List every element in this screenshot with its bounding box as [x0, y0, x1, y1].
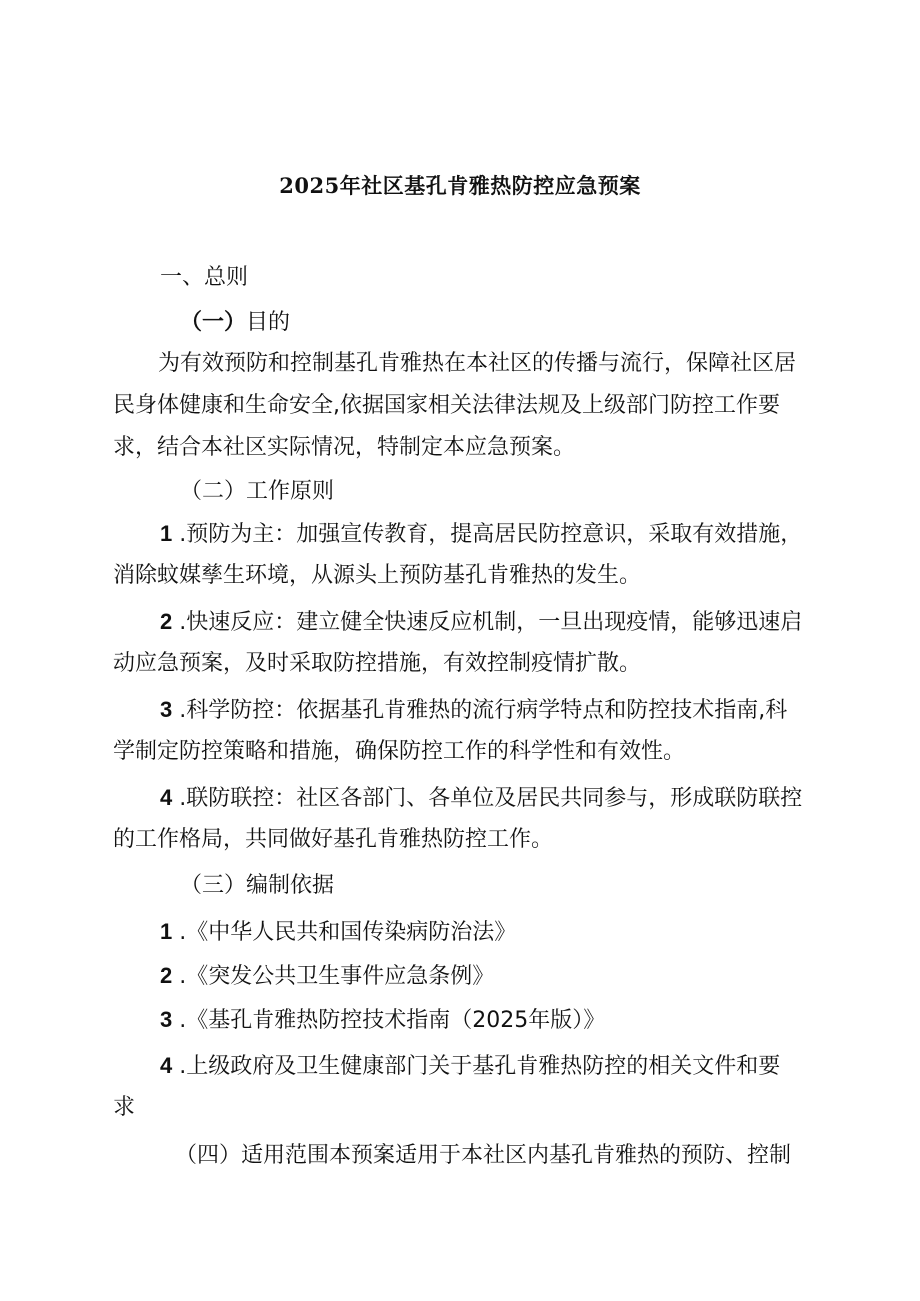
list-item: 1 .《中华人民共和国传染病防治法》 [160, 919, 517, 945]
paragraph-line: 为有效预防和控制基孔肯雅热在本社区的传播与流行，保障社区居 [158, 351, 797, 376]
subsection-heading-principles: （二）工作原则 [180, 479, 335, 504]
subsection-heading-purpose [180, 301, 290, 344]
list-item-number: 2 [160, 609, 173, 634]
subsection-heading-scope: （四）适用范围本预案适用于本社区内基孔肯雅热的预防、控制 [175, 1143, 792, 1168]
subsection-number: （一） [180, 309, 247, 334]
list-item: 3 .《基孔肯雅热防控技术指南（2025年版）》 [160, 1007, 606, 1033]
list-item-number: 4 [160, 785, 173, 810]
list-item-number: 3 [160, 697, 173, 722]
list-item: 2 .《突发公共卫生事件应急条例》 [160, 963, 495, 989]
list-item-number: 1 [160, 521, 173, 546]
paragraph-line: 民身体健康和生命安全,依据国家相关法律法规及上级部门防控工作要 [113, 393, 780, 418]
list-item: 4 .联防联控：社区各部门、各单位及居民共同参与，形成联防联控 [160, 785, 803, 811]
list-item-continuation: 的工作格局，共同做好基孔肯雅热防控工作。 [113, 827, 554, 852]
list-item: 1 .预防为主：加强宣传教育，提高居民防控意识，采取有效措施， [160, 521, 803, 547]
subsection-title: 目的 [246, 310, 291, 335]
list-item-continuation: 学制定防控策略和措施，确保防控工作的科学性和有效性。 [113, 739, 686, 764]
list-item-number: 2 [160, 963, 173, 988]
subsection-heading-basis: （三）编制依据 [180, 873, 335, 898]
list-item: 2 .快速反应：建立健全快速反应机制，一旦出现疫情，能够迅速启 [160, 609, 803, 635]
list-item-continuation: 动应急预案，及时采取防控措施，有效控制疫情扩散。 [113, 651, 642, 676]
document-title: 2025年社区基孔肯雅热防控应急预案 [279, 173, 641, 198]
list-item-number: 3 [160, 1007, 173, 1032]
list-item-number: 1 [160, 919, 173, 944]
list-item-continuation: 求 [113, 1095, 136, 1120]
section-heading-general: 一、总则 [160, 265, 249, 290]
list-item: 4 .上级政府及卫生健康部门关于基孔肯雅热防控的相关文件和要 [160, 1053, 781, 1079]
list-item-continuation: 消除蚊媒孳生环境，从源头上预防基孔肯雅热的发生。 [113, 563, 642, 588]
list-item: 3 .科学防控：依据基孔肯雅热的流行病学特点和防控技术指南,科 [160, 697, 788, 723]
paragraph-line: 求，结合本社区实际情况，特制定本应急预案。 [113, 435, 576, 460]
list-item-number: 4 [160, 1053, 173, 1078]
